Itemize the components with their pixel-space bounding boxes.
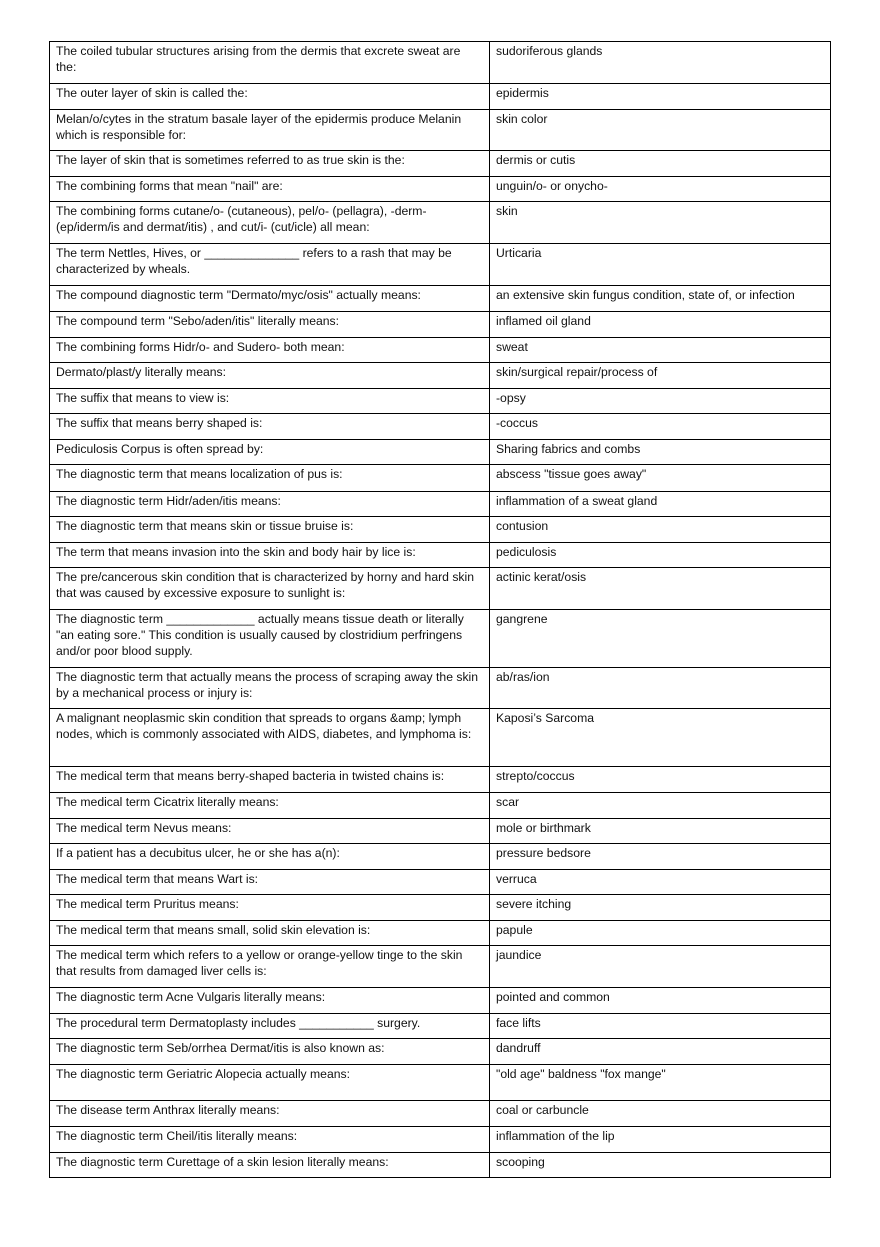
question-cell: The diagnostic term Cheil/itis literally means:	[50, 1127, 490, 1153]
table-row	[50, 709, 831, 767]
question-cell: The diagnostic term that means localization of pus is:	[50, 465, 490, 492]
question-cell: The compound diagnostic term "Dermato/myc/osis" actually means:	[50, 286, 490, 312]
question-cell: The term that means invasion into the skin and body hair by lice is:	[50, 543, 490, 568]
answer-cell: scooping	[490, 1153, 831, 1178]
answer-cell: pointed and common	[490, 988, 831, 1014]
question-cell: The compound term "Sebo/aden/itis" literally means:	[50, 312, 490, 338]
answer-cell: sudoriferous glands	[490, 42, 831, 84]
answer-cell: contusion	[490, 517, 831, 543]
table-row	[50, 389, 831, 414]
table-row	[50, 110, 831, 151]
answer-cell: skin	[490, 202, 831, 244]
answer-cell: pressure bedsore	[490, 844, 831, 870]
table-row	[50, 517, 831, 543]
answer-cell: sweat	[490, 338, 831, 363]
flashcard-table	[49, 41, 831, 1178]
question-cell: Dermato/plast/y literally means:	[50, 363, 490, 389]
question-cell: The combining forms that mean "nail" are:	[50, 177, 490, 202]
question-cell: The diagnostic term Seb/orrhea Dermat/itis is also known as:	[50, 1039, 490, 1065]
question-cell: The medical term that means Wart is:	[50, 870, 490, 895]
question-cell: The diagnostic term Curettage of a skin lesion literally means:	[50, 1153, 490, 1178]
answer-cell: an extensive skin fungus condition, state of, or infection	[490, 286, 831, 312]
question-cell: The pre/cancerous skin condition that is characterized by horny and hard skin that was caused by excessive exposure to sunlight is:	[50, 568, 490, 610]
table-row	[50, 414, 831, 440]
question-cell: The outer layer of skin is called the:	[50, 84, 490, 110]
table-row	[50, 244, 831, 286]
table-row	[50, 921, 831, 946]
answer-cell: dandruff	[490, 1039, 831, 1065]
table-row	[50, 568, 831, 610]
table-row	[50, 1039, 831, 1065]
question-cell: The diagnostic term Acne Vulgaris literally means:	[50, 988, 490, 1014]
answer-cell: jaundice	[490, 946, 831, 988]
question-cell: The suffix that means berry shaped is:	[50, 414, 490, 440]
table-row	[50, 177, 831, 202]
answer-cell: gangrene	[490, 610, 831, 668]
table-row	[50, 895, 831, 921]
question-cell: The procedural term Dermatoplasty includes ___________ surgery.	[50, 1014, 490, 1039]
table-row	[50, 1014, 831, 1039]
question-cell: The diagnostic term Hidr/aden/itis means:	[50, 492, 490, 517]
table-row	[50, 543, 831, 568]
question-cell: Melan/o/cytes in the stratum basale layer of the epidermis produce Melanin which is responsible for:	[50, 110, 490, 151]
question-cell: The medical term Cicatrix literally means:	[50, 793, 490, 819]
question-cell: The combining forms Hidr/o- and Sudero- both mean:	[50, 338, 490, 363]
question-cell: The disease term Anthrax literally means:	[50, 1101, 490, 1127]
answer-cell: coal or carbuncle	[490, 1101, 831, 1127]
table-row	[50, 1065, 831, 1101]
table-row	[50, 1153, 831, 1178]
question-cell: The combining forms cutane/o- (cutaneous), pel/o- (pellagra), -derm- (ep/iderm/is and dermat/itis) , and cut/i- (cut/icle) all mean:	[50, 202, 490, 244]
table-row	[50, 338, 831, 363]
table-row	[50, 793, 831, 819]
table-row	[50, 844, 831, 870]
table-row	[50, 1127, 831, 1153]
answer-cell: skin color	[490, 110, 831, 151]
table-row	[50, 42, 831, 84]
table-row	[50, 668, 831, 709]
question-cell: The medical term that means berry-shaped bacteria in twisted chains is:	[50, 767, 490, 793]
answer-cell: inflamed oil gland	[490, 312, 831, 338]
question-cell: The diagnostic term that means skin or tissue bruise is:	[50, 517, 490, 543]
table-row	[50, 819, 831, 844]
table-row	[50, 988, 831, 1014]
answer-cell: Sharing fabrics and combs	[490, 440, 831, 465]
question-cell: The medical term Pruritus means:	[50, 895, 490, 921]
table-row	[50, 151, 831, 177]
table-row	[50, 610, 831, 668]
answer-cell: pediculosis	[490, 543, 831, 568]
answer-cell: mole or birthmark	[490, 819, 831, 844]
table-row	[50, 767, 831, 793]
question-cell: The medical term which refers to a yellow or orange-yellow tinge to the skin that results from damaged liver cells is:	[50, 946, 490, 988]
question-cell: Pediculosis Corpus is often spread by:	[50, 440, 490, 465]
table-row	[50, 870, 831, 895]
answer-cell: inflammation of the lip	[490, 1127, 831, 1153]
answer-cell: "old age" baldness "fox mange"	[490, 1065, 831, 1101]
answer-cell: papule	[490, 921, 831, 946]
answer-cell: actinic kerat/osis	[490, 568, 831, 610]
answer-cell: abscess "tissue goes away"	[490, 465, 831, 492]
answer-cell: verruca	[490, 870, 831, 895]
table-row	[50, 492, 831, 517]
question-cell: The diagnostic term that actually means the process of scraping away the skin by a mechanical process or injury is:	[50, 668, 490, 709]
question-cell: The coiled tubular structures arising from the dermis that excrete sweat are the:	[50, 42, 490, 84]
answer-cell: severe itching	[490, 895, 831, 921]
question-cell: The diagnostic term Geriatric Alopecia actually means:	[50, 1065, 490, 1101]
answer-cell: ab/ras/ion	[490, 668, 831, 709]
answer-cell: face lifts	[490, 1014, 831, 1039]
question-cell: The layer of skin that is sometimes referred to as true skin is the:	[50, 151, 490, 177]
answer-cell: -coccus	[490, 414, 831, 440]
question-cell: A malignant neoplasmic skin condition that spreads to organs &amp; lymph nodes, which is commonly associated with AIDS, diabetes, and lymphoma is:	[50, 709, 490, 767]
question-cell: The diagnostic term _____________ actually means tissue death or literally "an eating sore." This condition is usually caused by clostridium perfringens and/or poor blood supply.	[50, 610, 490, 668]
table-row	[50, 440, 831, 465]
table-row	[50, 465, 831, 492]
question-cell: The medical term Nevus means:	[50, 819, 490, 844]
table-row	[50, 202, 831, 244]
answer-cell: Kaposi’s Sarcoma	[490, 709, 831, 767]
answer-cell: inflammation of a sweat gland	[490, 492, 831, 517]
answer-cell: dermis or cutis	[490, 151, 831, 177]
question-cell: The suffix that means to view is:	[50, 389, 490, 414]
answer-cell: scar	[490, 793, 831, 819]
table-row	[50, 946, 831, 988]
answer-cell: -opsy	[490, 389, 831, 414]
question-cell: If a patient has a decubitus ulcer, he or she has a(n):	[50, 844, 490, 870]
table-row	[50, 1101, 831, 1127]
table-row	[50, 363, 831, 389]
table-row	[50, 84, 831, 110]
answer-cell: skin/surgical repair/process of	[490, 363, 831, 389]
table-row	[50, 312, 831, 338]
table-row	[50, 286, 831, 312]
answer-cell: epidermis	[490, 84, 831, 110]
answer-cell: unguin/o- or onycho-	[490, 177, 831, 202]
question-cell: The medical term that means small, solid skin elevation is:	[50, 921, 490, 946]
question-cell: The term Nettles, Hives, or ______________ refers to a rash that may be characterized by wheals.	[50, 244, 490, 286]
answer-cell: Urticaria	[490, 244, 831, 286]
answer-cell: strepto/coccus	[490, 767, 831, 793]
